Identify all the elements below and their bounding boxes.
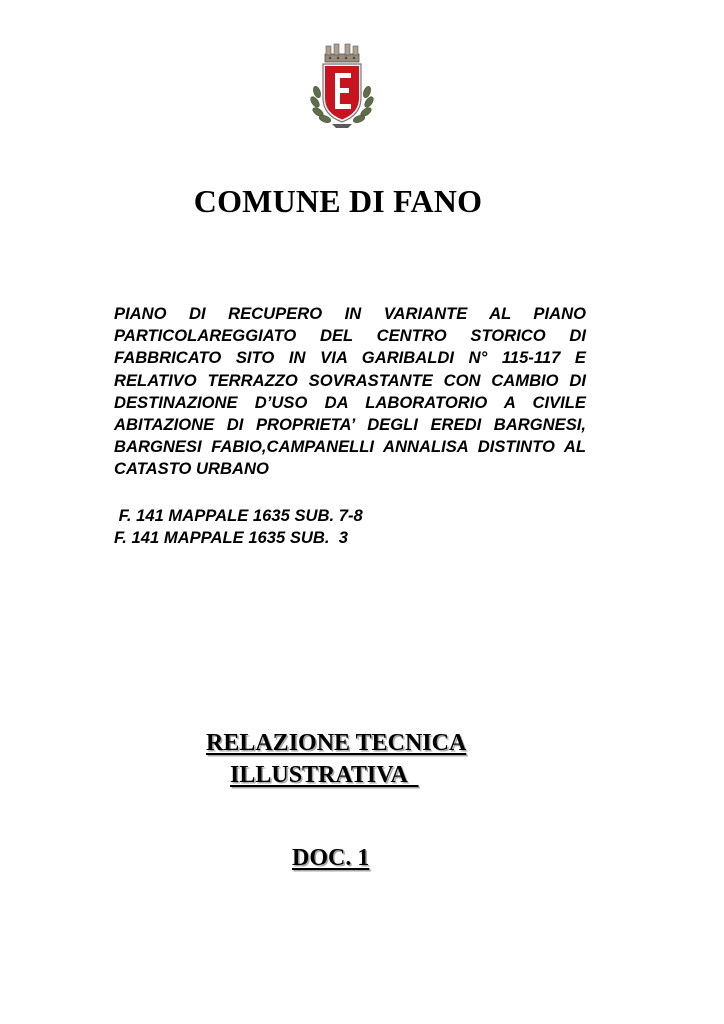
cadastral-ref-line: F. 141 MAPPALE 1635 SUB. 3 xyxy=(114,528,348,548)
section-title-line-1: RELAZIONE TECNICA xyxy=(206,730,467,756)
cadastral-references xyxy=(114,505,586,549)
cadastral-ref-line: F. 141 MAPPALE 1635 SUB. 7-8 xyxy=(114,506,363,525)
page-title: COMUNE DI FANO xyxy=(193,183,483,219)
section-title-line-2: ILLUSTRATIVA xyxy=(230,762,419,788)
document-number: DOC. 1 xyxy=(292,845,370,871)
municipal-coat-of-arms-icon xyxy=(308,40,376,130)
project-description: PIANO DI RECUPERO IN VARIANTE AL PIANO PARTICOLAREGGIATO DEL CENTRO STORICO DI FABBRICATO SITO IN VIA GARIBALDI N° 115-117 E RELATIVO TERRAZZO SOVRASTANTE CON CAMBIO DI DESTINAZIONE D’USO DA LABORATORIO A CIVILE ABITAZIONE DI PROPRIETA’ DEGLI EREDI BARGNESI, BARGNESI FABIO,CAMPANELLI ANNALISA DISTINTO AL CATASTO URBANO xyxy=(114,304,586,479)
